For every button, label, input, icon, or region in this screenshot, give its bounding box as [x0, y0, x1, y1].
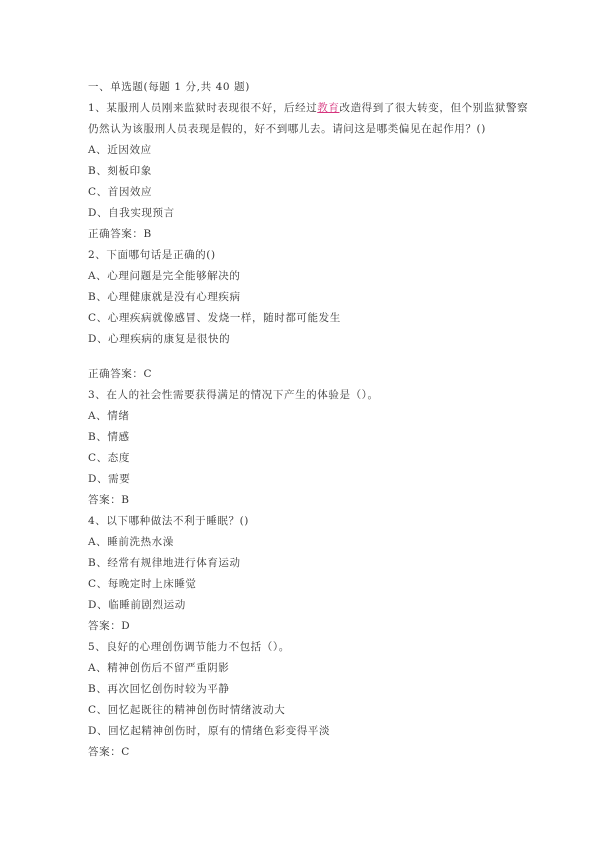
question-1-text-start: 1、某服刑人员刚来监狱时表现很不好，后经过 [88, 102, 318, 114]
question-1-option-b: B、刻板印象 [88, 165, 152, 177]
question-1-stem [88, 101, 528, 115]
question-1-option-c: C、首因效应 [88, 186, 153, 198]
question-2-option-c: C、心理疾病就像感冒、发烧一样，随时都可能发生 [88, 312, 341, 324]
question-1-option-d: D、自我实现预言 [88, 207, 175, 219]
question-2-stem: 2、下面哪句话是正确的() [88, 249, 216, 261]
question-4-stem: 4、以下哪种做法不利于睡眠？() [88, 515, 249, 527]
question-5-option-b: B、再次回忆创伤时较为平静 [88, 683, 230, 695]
question-2-answer: 正确答案：C [88, 368, 153, 380]
question-4-option-c: C、每晚定时上床睡觉 [88, 578, 197, 590]
question-3-option-d: D、需要 [88, 473, 131, 485]
education-link[interactable]: 教育 [317, 102, 340, 114]
question-5-option-a: A、精神创伤后不留严重阴影 [88, 662, 230, 674]
question-2-option-b: B、心理健康就是没有心理疾病 [88, 291, 241, 303]
question-3-option-c: C、态度 [88, 452, 130, 464]
question-5-stem: 5、良好的心理创伤调节能力不包括（）。 [88, 641, 290, 653]
question-5-answer: 答案：C [88, 746, 130, 758]
question-4-answer: 答案：D [88, 620, 131, 632]
question-3-option-a: A、情绪 [88, 410, 130, 422]
question-4-option-d: D、临睡前剧烈运动 [88, 599, 186, 611]
question-3-stem: 3、在人的社会性需要获得满足的情况下产生的体验是（）。 [88, 389, 379, 401]
question-3-option-b: B、情感 [88, 431, 130, 443]
question-5-option-d: D、回忆起精神创伤时，原有的情绪色彩变得平淡 [88, 725, 331, 737]
question-1-text-end: 改造得到了很大转变，但个别监狱警察 [339, 102, 529, 114]
question-4-option-b: B、经常有规律地进行体育运动 [88, 557, 241, 569]
question-2-option-d: D、心理疾病的康复是很快的 [88, 333, 231, 345]
question-4-option-a: A、睡前洗热水澡 [88, 536, 174, 548]
question-2-option-a: A、心理问题是完全能够解决的 [88, 270, 241, 282]
question-1-continuation: 仍然认为该服刑人员表现是假的，好不到哪儿去。请问这是哪类偏见在起作用？() [88, 123, 486, 135]
question-1-option-a: A、近因效应 [88, 144, 152, 156]
question-5-option-c: C、回忆起既往的精神创伤时情绪波动大 [88, 704, 286, 716]
question-1-answer: 正确答案：B [88, 228, 152, 240]
question-3-answer: 答案：B [88, 494, 130, 506]
section-title: 一、单选题(每题 1 分,共 40 题) [88, 81, 250, 93]
